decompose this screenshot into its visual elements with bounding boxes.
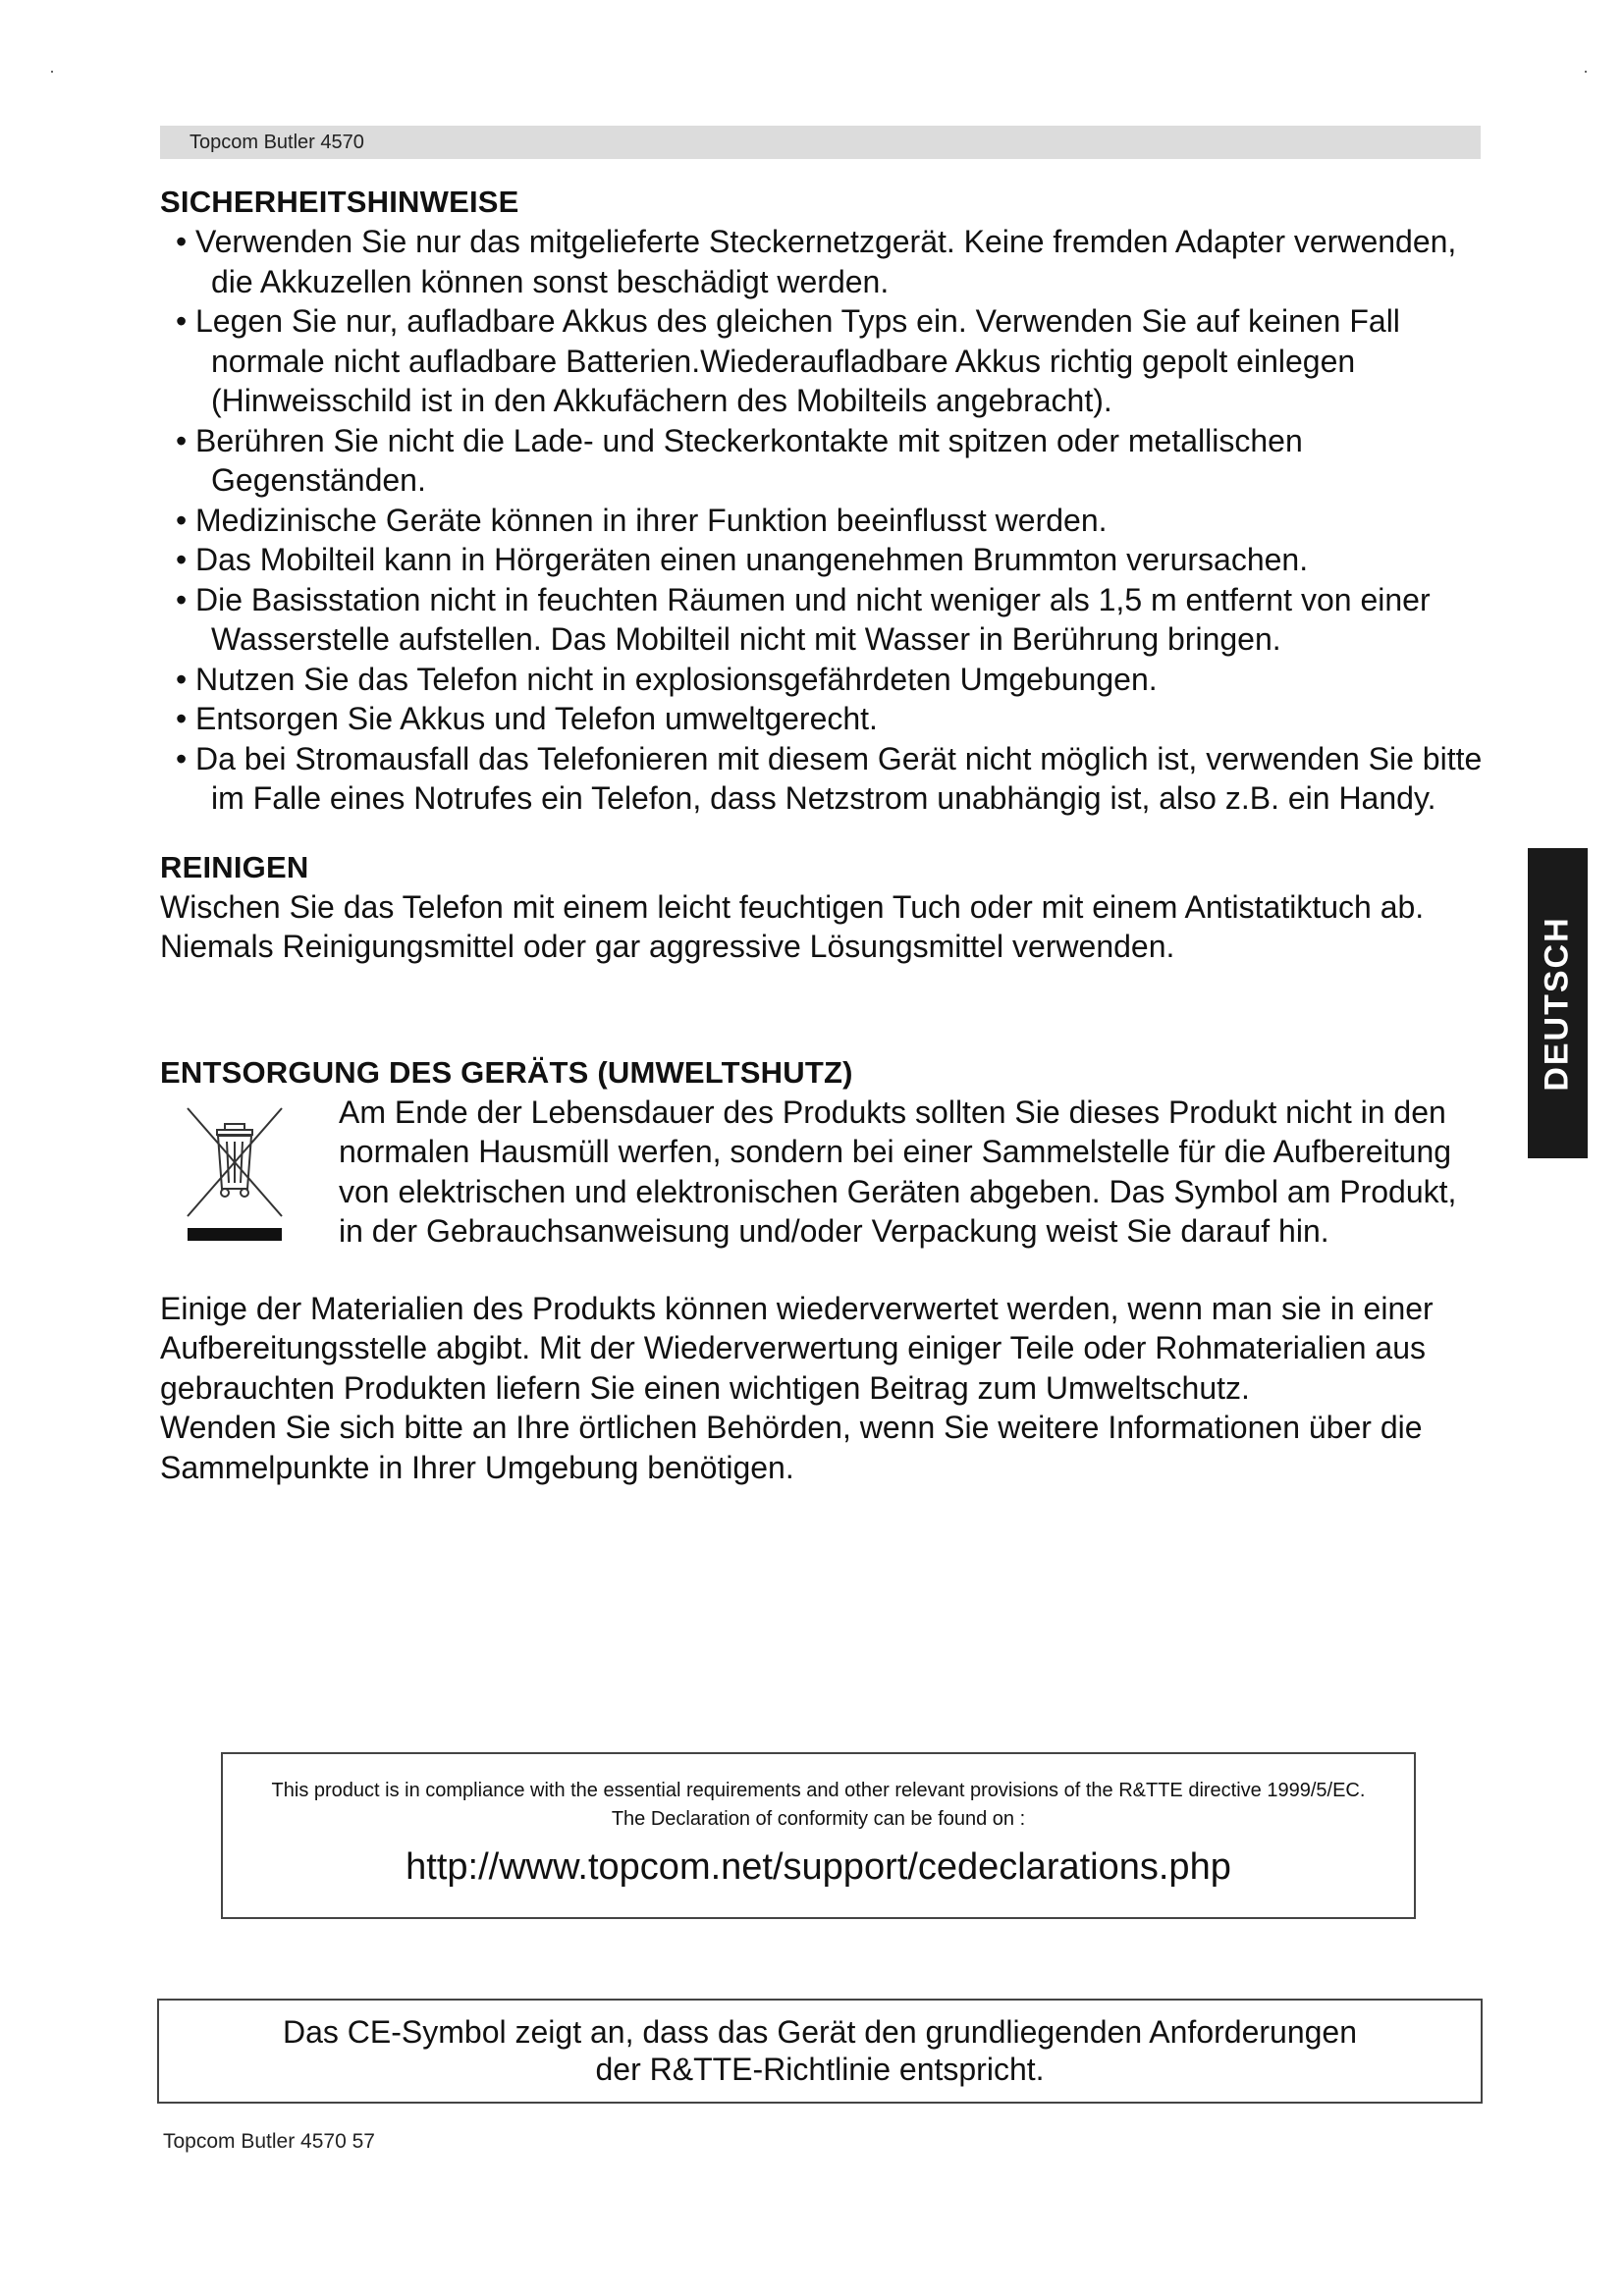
safety-section bbox=[160, 183, 1495, 819]
safety-item: • Die Basisstation nicht in feuchten Räumen und nicht weniger als 1,5 m entfernt von einer Wasserstelle aufstellen. Das Mobilteil nicht mit Wasser in Berührung bringen. bbox=[160, 580, 1495, 660]
ce-notice-line2: der R&TTE-Richtlinie entspricht. bbox=[595, 2052, 1045, 2087]
disposal-intro: Am Ende der Lebensdauer des Produkts sollten Sie dieses Produkt nicht in den normalen Hausmüll werfen, sondern bei einer Sammelstelle für die Aufbereitung von elektrischen und elektronischen Geräten abgeben. Das Symbol am Produkt, in der Gebrauchsanweisung und/oder Verpackung weist Sie darauf hin. bbox=[339, 1094, 1457, 1249]
safety-item: • Legen Sie nur, aufladbare Akkus des gleichen Typs ein. Verwenden Sie auf keinen Fall normale nicht aufladbare Batterien.Wiederaufladbare Akkus richtig gepolt einlegen (Hinweisschild ist in den Akkufächern des Mobilteils angebracht). bbox=[160, 301, 1495, 421]
ce-notice-box bbox=[157, 1999, 1483, 2104]
corner-mark-left bbox=[51, 71, 53, 73]
safety-item: • Da bei Stromausfall das Telefonieren mit diesem Gerät nicht möglich ist, verwenden Sie bitte im Falle eines Notrufes ein Telefon, dass Netzstrom unabhängig ist, also z.B. ein Handy. bbox=[160, 739, 1495, 819]
cleaning-section bbox=[160, 848, 1495, 967]
safety-item: • Verwenden Sie nur das mitgelieferte Steckernetzgerät. Keine fremden Adapter verwenden, die Akkuzellen können sonst beschädigt werden. bbox=[160, 222, 1495, 301]
safety-item: • Berühren Sie nicht die Lade- und Steckerkontakte mit spitzen oder metallischen Gegenständen. bbox=[160, 421, 1495, 501]
page-header bbox=[160, 126, 1481, 159]
compliance-statement: This product is in compliance with the essential requirements and other relevant provisions of the R&TTE directive 1999/5/EC. bbox=[271, 1780, 1366, 1801]
safety-list bbox=[160, 222, 1495, 819]
language-tab-label: DEUTSCH bbox=[1539, 915, 1576, 1092]
disposal-para2: Wenden Sie sich bitte an Ihre örtlichen Behörden, wenn Sie weitere Informationen über die Sammelpunkte in Ihrer Umgebung benötigen. bbox=[160, 1410, 1423, 1485]
safety-heading: SICHERHEITSHINWEISE bbox=[160, 185, 519, 219]
weee-row bbox=[160, 1093, 1495, 1289]
safety-item: • Nutzen Sie das Telefon nicht in explosionsgefährdeten Umgebungen. bbox=[160, 660, 1495, 700]
cleaning-heading: REINIGEN bbox=[160, 849, 309, 884]
main-content bbox=[160, 183, 1495, 1487]
compliance-declaration-note: The Declaration of conformity can be found on : bbox=[611, 1808, 1026, 1830]
safety-item: • Das Mobilteil kann in Hörgeräten einen unangenehmen Brummton verursachen. bbox=[160, 540, 1495, 580]
page-footer: Topcom Butler 4570 57 bbox=[163, 2130, 375, 2153]
safety-item: • Entsorgen Sie Akkus und Telefon umweltgerecht. bbox=[160, 699, 1495, 739]
safety-item: • Medizinische Geräte können in ihrer Funktion beeinflusst werden. bbox=[160, 501, 1495, 541]
ce-notice-line1: Das CE-Symbol zeigt an, dass das Gerät den grundliegenden Anforderungen bbox=[282, 2014, 1357, 2050]
compliance-url: http://www.topcom.net/support/cedeclarations.php bbox=[406, 1846, 1231, 1888]
crossed-out-wheelie-bin-icon bbox=[186, 1106, 284, 1249]
disposal-para1: Einige der Materialien des Produkts können wiederverwertet werden, wenn man sie in einer Aufbereitungsstelle abgibt. Mit der Wiederverwertung einiger Teile oder Rohmaterialien aus gebrauchten Produkten liefern Sie einen wichtigen Beitrag zum Umweltschutz. bbox=[160, 1290, 1434, 1406]
disposal-section bbox=[160, 1053, 1495, 1488]
cleaning-text: Wischen Sie das Telefon mit einem leicht feuchtigen Tuch oder mit einem Antistatiktuch ab. Niemals Reinigungsmittel oder gar aggressive Lösungsmittel verwenden. bbox=[160, 888, 1425, 964]
compliance-box bbox=[221, 1752, 1416, 1919]
disposal-heading: ENTSORGUNG DES GERÄTS (UMWELTSHUTZ) bbox=[160, 1054, 853, 1090]
language-tab bbox=[1528, 848, 1588, 1158]
header-title: Topcom Butler 4570 bbox=[189, 132, 364, 153]
corner-mark-right bbox=[1585, 71, 1587, 73]
